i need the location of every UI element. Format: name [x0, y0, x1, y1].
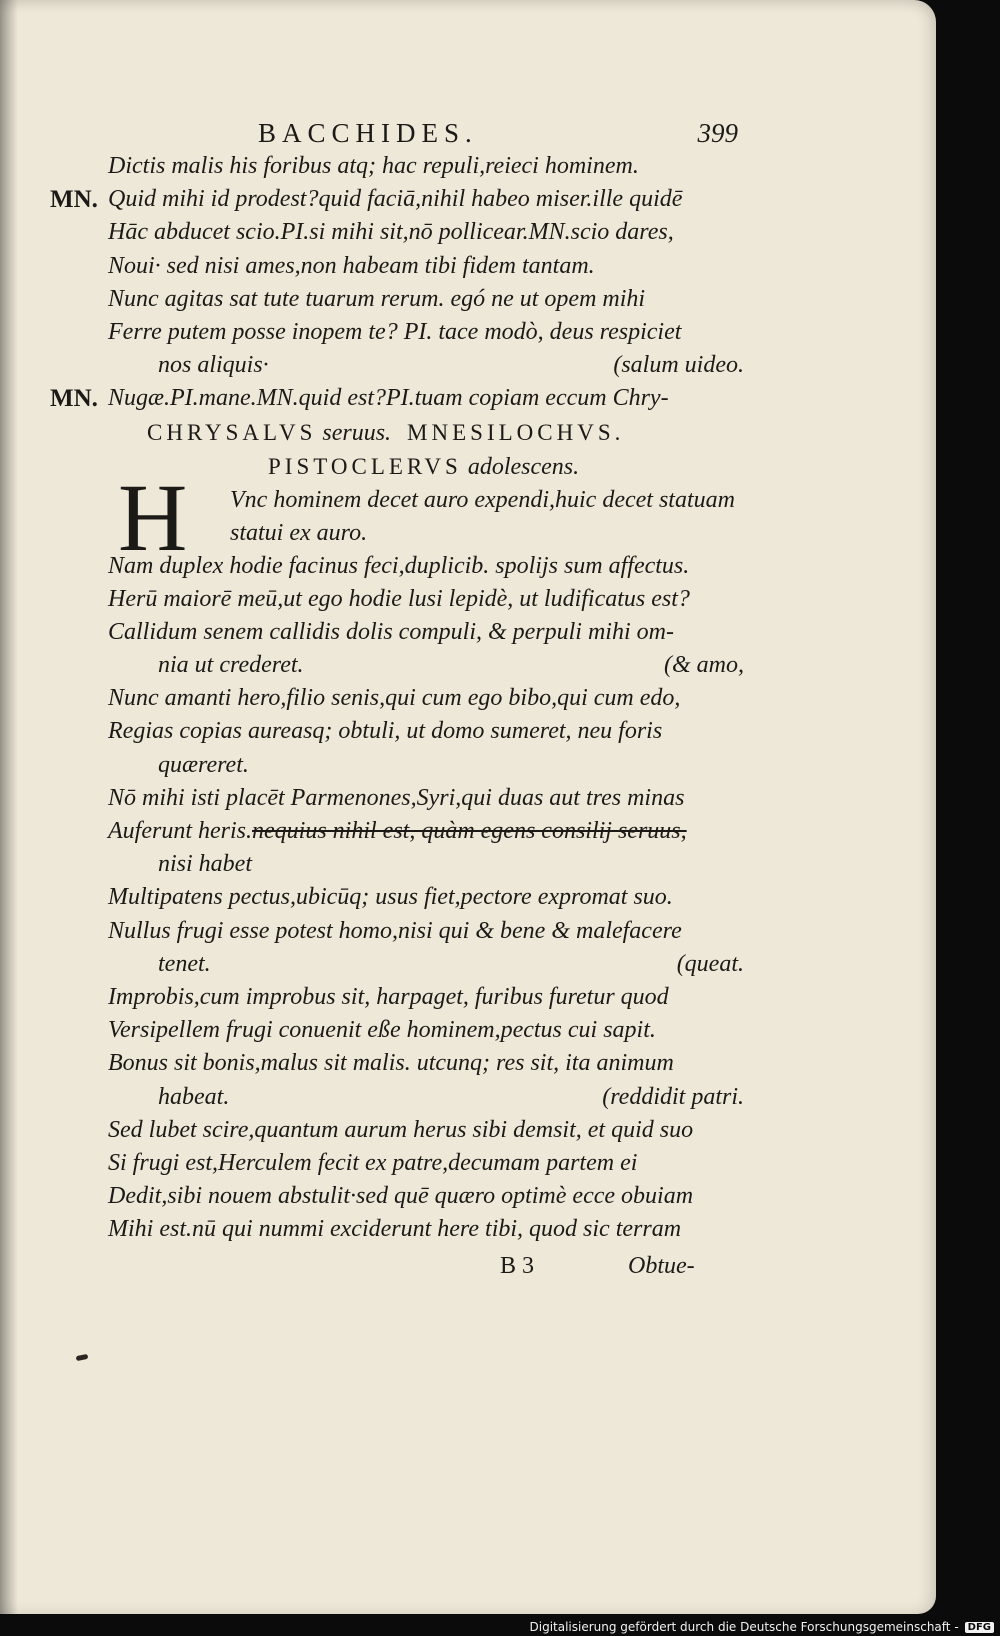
text-block	[50, 150, 750, 1286]
line-text: Dictis malis his foribus atq; hac repuli,reieci hominem.	[108, 153, 639, 179]
speaker-label: MN.	[50, 186, 98, 214]
text-line	[50, 749, 750, 782]
text-line	[50, 250, 750, 283]
line-text: Hāc abducet scio.PI.si mihi sit,nō pollicear.MN.scio dares,	[108, 219, 674, 246]
line-text: Callidum senem callidis dolis compuli, & perpuli mihi om-	[108, 618, 674, 645]
line-text: Noui· sed nisi ames,non habeam tibi fidem tantam.	[108, 252, 595, 279]
text-fragment: Auferunt heris.	[108, 818, 252, 844]
character-name: MNESILOCHVS.	[407, 419, 625, 445]
text-line	[50, 616, 750, 649]
text-line	[50, 1114, 750, 1147]
line-text: Herū maiorē meū,ut ego hodie lusi lepidè, ut ludificatus est?	[108, 585, 690, 612]
line-text: Versipellem frugi conuenit eße hominem,pectus cui sapit.	[108, 1017, 656, 1044]
line-text: habeat.	[158, 1083, 230, 1110]
digitization-credit	[530, 1620, 995, 1634]
signature-mark: B 3	[500, 1253, 535, 1280]
character-role: seruus.	[322, 419, 392, 446]
text-line: Vnc hominem decet auro expendi,huic decet statuam	[230, 486, 735, 513]
line-text: Ferre putem posse inopem te? PI. tace modò, deus respiciet	[108, 318, 682, 345]
line-text: Nullus frugi esse potest homo,nisi qui & bene & malefacere	[108, 917, 682, 944]
text-line	[50, 1047, 750, 1080]
dfg-logo: DFG	[965, 1622, 994, 1633]
text-line	[50, 283, 750, 316]
text-line	[50, 150, 750, 183]
line-text: nia ut crederet.	[158, 652, 304, 679]
line-text: Nunc amanti hero,filio senis,qui cum ego bibo,qui cum edo,	[108, 685, 681, 712]
text-line	[50, 1147, 750, 1180]
text-line	[50, 550, 750, 583]
character-name: CHRYSALVS	[147, 419, 317, 445]
text-line	[50, 1014, 750, 1047]
text-line	[50, 1180, 750, 1213]
line-text: nos aliquis·	[158, 352, 269, 379]
character-name: PISTOCLERVS	[268, 453, 462, 479]
turnover-cue: (salum uideo.	[613, 352, 744, 379]
catchword: Obtue-	[628, 1253, 695, 1280]
line-text: Nunc agitas sat tute tuarum rerum. egó ne ut opem mihi	[108, 285, 646, 312]
line-text: Nō mihi isti placēt Parmenones,Syri,qui duas aut tres minas	[108, 784, 685, 811]
text-line	[50, 715, 750, 748]
line-text: Sed lubet scire,quantum aurum herus sibi demsit, et quid suo	[108, 1116, 694, 1143]
line-text: tenet.	[158, 950, 211, 977]
line-text: Si frugi est,Herculem fecit ex patre,decumam partem ei	[108, 1149, 638, 1176]
line-text: Dedit,sibi nouem abstulit·sed quē quæro optimè ecce obuiam	[108, 1183, 694, 1210]
text-line-struck	[50, 815, 750, 848]
credit-text: Digitalisierung gefördert durch die Deutsche Forschungsgemeinschaft -	[529, 1620, 959, 1634]
text-line	[50, 216, 750, 249]
drop-capital: H	[118, 463, 188, 571]
text-line	[50, 915, 750, 948]
text-line	[50, 782, 750, 815]
line-text: Nugæ.PI.mane.MN.quid est?PI.tuam copiam eccum Chry-	[108, 385, 669, 412]
struck-text: nequius nihil est, quàm egens consilij seruus,	[252, 818, 687, 844]
text-line	[50, 948, 750, 981]
scene-heading-line-1	[50, 416, 750, 450]
line-text: Nam duplex hodie facinus feci,duplicib. spolijs sum affectus.	[108, 552, 690, 579]
page-footer	[50, 1246, 750, 1286]
line-text: Mihi est.nū qui nummi exciderunt here tibi, quod sic terram	[108, 1216, 682, 1243]
line-text: Multipatens pectus,ubicūq; usus fiet,pectore expromat suo.	[108, 884, 673, 911]
ink-mark	[76, 1354, 89, 1361]
text-line	[50, 649, 750, 682]
text-line: statui ex auro.	[230, 519, 368, 546]
text-line	[50, 682, 750, 715]
line-text: quæreret.	[158, 751, 249, 778]
text-line	[50, 1213, 750, 1246]
text-line	[50, 183, 750, 216]
turnover-cue: (reddidit patri.	[602, 1083, 744, 1110]
text-line	[50, 1081, 750, 1114]
turnover-cue: (queat.	[676, 950, 744, 977]
text-line	[50, 583, 750, 616]
running-head	[258, 118, 738, 154]
page-number: 399	[697, 118, 738, 148]
text-line	[50, 981, 750, 1014]
character-role: adolescens.	[467, 453, 580, 480]
line-text: Bonus sit bonis,malus sit malis. utcunq; res sit, ita animum	[108, 1050, 674, 1077]
line-text: Quid mihi id prodest?quid faciā,nihil habeo miser.ille quidē	[108, 186, 683, 213]
text-line	[50, 316, 750, 349]
line-text: Regias copias aureasq; obtuli, ut domo sumeret, neu foris	[108, 718, 663, 745]
text-line	[50, 382, 750, 415]
line-text: Improbis,cum improbus sit, harpaget, furibus furetur quod	[108, 983, 669, 1010]
turnover-cue: (& amo,	[664, 652, 744, 679]
running-title: BACCHIDES.	[258, 118, 478, 148]
speaker-label: MN.	[50, 385, 98, 413]
line-text: nisi habet	[158, 851, 252, 878]
text-line	[50, 848, 750, 881]
text-line	[50, 881, 750, 914]
text-line	[50, 349, 750, 382]
